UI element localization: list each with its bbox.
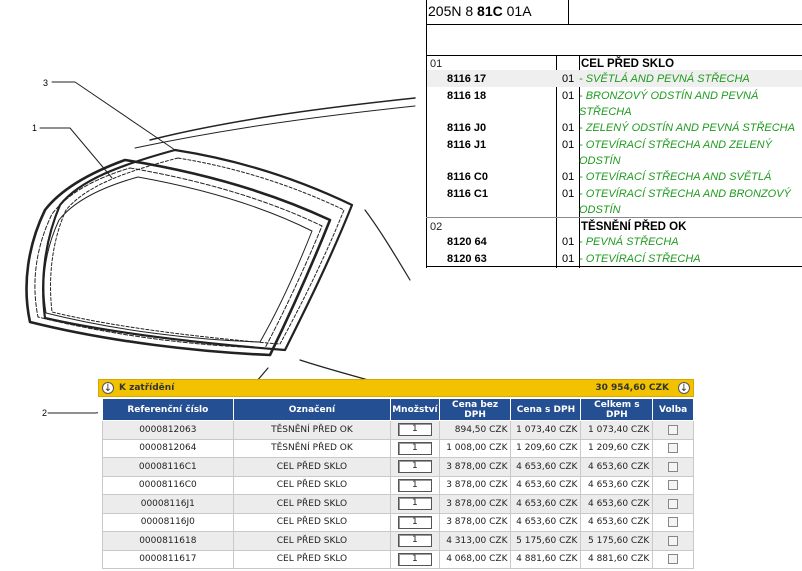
ref-cell: 00008116J0 (103, 513, 234, 532)
table-header-row (103, 399, 694, 421)
part-qty: 01 (562, 90, 575, 102)
select-cell (653, 513, 694, 532)
qty-cell (391, 532, 439, 551)
name-cell: CEL PŘED SKLO (233, 458, 391, 477)
gross-price-cell: 5 175,60 CZK (511, 532, 581, 551)
total-price-cell: 5 175,60 CZK (581, 532, 653, 551)
part-number[interactable]: 8116 J0 (447, 122, 487, 134)
quantity-input[interactable]: 1 (398, 442, 432, 455)
price-table (102, 398, 694, 569)
group-number: 02 (430, 221, 443, 233)
total-price-cell: 1 209,60 CZK (581, 439, 653, 458)
total-price-cell: 4 653,60 CZK (581, 513, 653, 532)
select-checkbox[interactable] (668, 536, 678, 546)
callout-1: 1 (32, 123, 38, 133)
quantity-input[interactable]: 1 (398, 479, 432, 492)
part-qty: 01 (562, 253, 575, 265)
ref-cell: 0000812063 (103, 421, 234, 440)
ref-cell: 00008116C1 (103, 458, 234, 477)
select-cell (653, 550, 694, 569)
code-suffix: 01A (506, 3, 532, 19)
part-desc: - OTEVÍRACÍ STŘECHA AND BRONZOVÝ ODSTÍN (579, 188, 791, 216)
select-checkbox[interactable] (668, 443, 678, 453)
quantity-input[interactable]: 1 (398, 497, 432, 510)
gross-price-cell: 4 653,60 CZK (511, 458, 581, 477)
select-cell (653, 532, 694, 551)
gross-price-cell: 4 653,60 CZK (511, 513, 581, 532)
column-header[interactable]: Volba (653, 399, 694, 421)
callout-2: 2 (42, 408, 48, 418)
part-number[interactable]: 8116 18 (447, 90, 487, 102)
name-cell: CEL PŘED SKLO (233, 513, 391, 532)
gross-price-cell: 1 073,40 CZK (511, 421, 581, 440)
column-header[interactable]: Celkem s DPH (581, 399, 653, 421)
part-number[interactable]: 8116 17 (447, 73, 487, 85)
windshield-diagram (0, 0, 426, 440)
quantity-input[interactable]: 1 (398, 516, 432, 529)
quantity-input[interactable]: 1 (398, 534, 432, 547)
part-number[interactable]: 8116 C1 (447, 188, 488, 200)
ref-cell: 0000811617 (103, 550, 234, 569)
table-row (103, 513, 694, 532)
part-qty: 01 (562, 188, 575, 200)
select-cell (653, 439, 694, 458)
gross-price-cell: 4 881,60 CZK (511, 550, 581, 569)
part-desc: - BRONZOVÝ ODSTÍN AND PEVNÁ STŘECHA (579, 90, 759, 118)
net-price-cell: 3 878,00 CZK (439, 476, 511, 495)
download-arrow-icon[interactable]: ↓ (679, 383, 689, 394)
qty-cell (391, 495, 439, 514)
select-checkbox[interactable] (668, 480, 678, 490)
net-price-cell: 4 068,00 CZK (439, 550, 511, 569)
part-desc: - PEVNÁ STŘECHA (579, 236, 679, 248)
windshield-drawing (0, 0, 426, 440)
basket-label[interactable]: K zatřídění (119, 383, 175, 393)
ref-cell: 0000812064 (103, 439, 234, 458)
table-row (103, 421, 694, 440)
quantity-input[interactable]: 1 (398, 423, 432, 436)
part-desc: - OTEVÍRACÍ STŘECHA AND ZELENÝ ODSTÍN (579, 139, 772, 167)
select-checkbox[interactable] (668, 554, 678, 564)
table-row (103, 458, 694, 477)
part-qty: 01 (562, 73, 575, 85)
net-price-cell: 4 313,00 CZK (439, 532, 511, 551)
group-title: TĚSNĚNÍ PŘED OK (581, 221, 687, 233)
qty-cell (391, 421, 439, 440)
part-number[interactable]: 8120 63 (447, 253, 487, 265)
gross-price-cell: 4 653,60 CZK (511, 495, 581, 514)
name-cell: TĚSNĚNÍ PŘED OK (233, 439, 391, 458)
download-arrow-icon[interactable]: ↓ (103, 383, 113, 394)
total-price-cell: 4 653,60 CZK (581, 458, 653, 477)
select-checkbox[interactable] (668, 499, 678, 509)
column-header[interactable]: Cena bez DPH (439, 399, 511, 421)
part-desc: - OTEVÍRACÍ STŘECHA AND SVĚTLÁ (579, 171, 772, 183)
net-price-cell: 1 008,00 CZK (439, 439, 511, 458)
qty-cell (391, 550, 439, 569)
name-cell: CEL PŘED SKLO (233, 495, 391, 514)
part-number[interactable]: 8116 C0 (447, 171, 488, 183)
parts-catalog-panel (426, 0, 802, 268)
net-price-cell: 3 878,00 CZK (439, 495, 511, 514)
select-checkbox[interactable] (668, 517, 678, 527)
ref-cell: 0000811618 (103, 532, 234, 551)
gross-price-cell: 4 653,60 CZK (511, 476, 581, 495)
qty-cell (391, 458, 439, 477)
select-checkbox[interactable] (668, 462, 678, 472)
select-cell (653, 476, 694, 495)
table-row (103, 550, 694, 569)
total-price-cell: 4 653,60 CZK (581, 495, 653, 514)
column-header[interactable]: Referenční číslo (103, 399, 234, 421)
name-cell: CEL PŘED SKLO (233, 532, 391, 551)
part-qty: 01 (562, 171, 575, 183)
column-header[interactable]: Množství (391, 399, 439, 421)
group-number: 01 (430, 58, 443, 70)
basket-total: 30 954,60 CZK (595, 383, 669, 393)
table-row (103, 439, 694, 458)
gross-price-cell: 1 209,60 CZK (511, 439, 581, 458)
part-desc: - SVĚTLÁ AND PEVNÁ STŘECHA (579, 73, 750, 85)
part-desc: - ZELENÝ ODSTÍN AND PEVNÁ STŘECHA (579, 122, 795, 134)
qty-cell (391, 476, 439, 495)
qty-cell (391, 513, 439, 532)
net-price-cell: 3 878,00 CZK (439, 513, 511, 532)
group-title: CEL PŘED SKLO (581, 58, 675, 70)
price-panel (98, 379, 694, 571)
net-price-cell: 3 878,00 CZK (439, 458, 511, 477)
name-cell: TĚSNĚNÍ PŘED OK (233, 421, 391, 440)
table-row (103, 495, 694, 514)
column-header[interactable]: Cena s DPH (511, 399, 581, 421)
net-price-cell: 894,50 CZK (439, 421, 511, 440)
table-row (103, 532, 694, 551)
select-checkbox[interactable] (668, 425, 678, 435)
part-qty: 01 (562, 236, 575, 248)
callout-3: 3 (43, 78, 49, 88)
part-code-header (428, 3, 532, 19)
select-cell (653, 495, 694, 514)
quantity-input[interactable]: 1 (398, 553, 432, 566)
part-number[interactable]: 8116 J1 (447, 139, 487, 151)
total-price-cell: 4 881,60 CZK (581, 550, 653, 569)
ref-cell: 00008116C0 (103, 476, 234, 495)
qty-cell (391, 439, 439, 458)
code-bold: 81C (477, 3, 503, 19)
quantity-input[interactable]: 1 (398, 460, 432, 473)
basket-header-bar (98, 379, 694, 397)
total-price-cell: 1 073,40 CZK (581, 421, 653, 440)
column-header[interactable]: Označení (233, 399, 391, 421)
table-row (103, 476, 694, 495)
name-cell: CEL PŘED SKLO (233, 550, 391, 569)
code-prefix: 205N 8 (428, 3, 474, 19)
name-cell: CEL PŘED SKLO (233, 476, 391, 495)
ref-cell: 00008116J1 (103, 495, 234, 514)
select-cell (653, 458, 694, 477)
total-price-cell: 4 653,60 CZK (581, 476, 653, 495)
part-number[interactable]: 8120 64 (447, 236, 487, 248)
part-qty: 01 (562, 122, 575, 134)
select-cell (653, 421, 694, 440)
part-qty: 01 (562, 139, 575, 151)
part-desc: - OTEVÍRACÍ STŘECHA (579, 253, 701, 265)
